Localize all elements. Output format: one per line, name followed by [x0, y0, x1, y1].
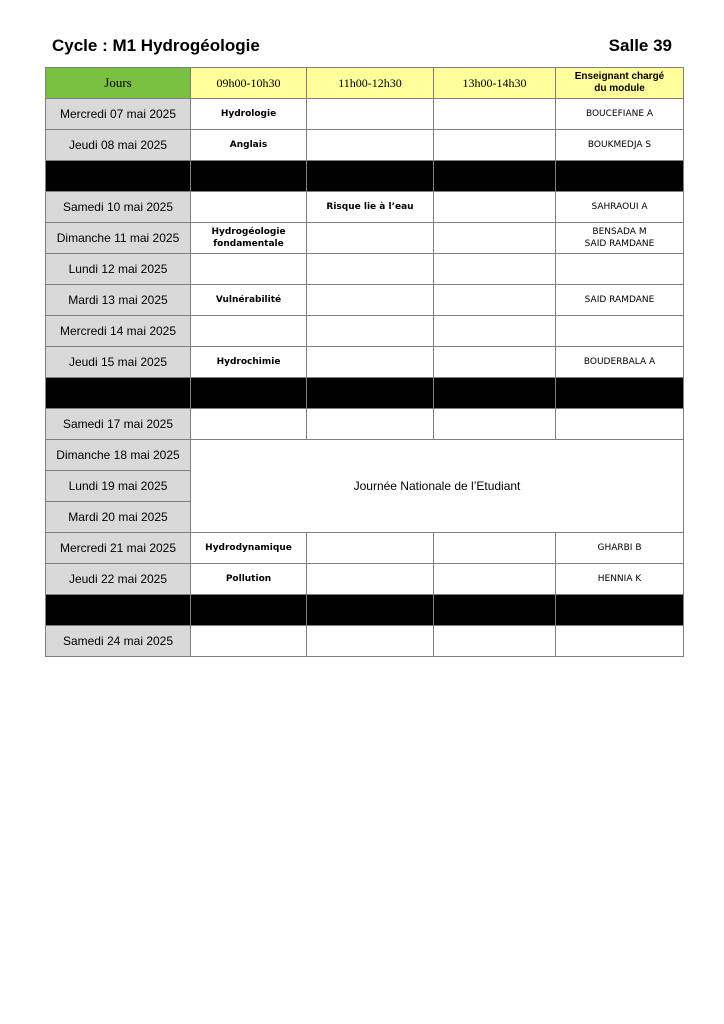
course-cell: Hydrologie: [191, 99, 307, 130]
teacher-header-line1: Enseignant chargé: [574, 71, 665, 82]
column-header-days: Jours: [46, 68, 191, 99]
separator-row: [46, 161, 684, 192]
day-cell: Mardi 20 mai 2025: [46, 502, 191, 533]
column-header-slot3: 13h00-14h30: [434, 68, 556, 99]
teacher-cell: HENNIA K: [556, 564, 684, 595]
teacher-cell: BOUCEFIANE A: [556, 99, 684, 130]
table-row: [46, 564, 684, 595]
room-label: Salle 39: [608, 36, 672, 55]
course-cell: [191, 192, 307, 223]
day-cell: Lundi 12 mai 2025: [46, 254, 191, 285]
course-cell: [191, 316, 307, 347]
separator-row: [46, 595, 684, 626]
course-cell: [307, 533, 434, 564]
day-cell: Dimanche 18 mai 2025: [46, 440, 191, 471]
day-cell: Lundi 19 mai 2025: [46, 471, 191, 502]
day-cell: Mardi 13 mai 2025: [46, 285, 191, 316]
table-row: [46, 192, 684, 223]
course-cell: [434, 564, 556, 595]
course-cell: [434, 409, 556, 440]
day-cell: Samedi 17 mai 2025: [46, 409, 191, 440]
table-row: [46, 130, 684, 161]
day-cell: Mercredi 21 mai 2025: [46, 533, 191, 564]
teacher-cell: SAHRAOUI A: [556, 192, 684, 223]
teacher-cell: [556, 316, 684, 347]
separator-cell: [434, 161, 556, 192]
table-row: [46, 99, 684, 130]
teacher-line2: SAID RAMDANE: [584, 239, 655, 249]
table-row: [46, 347, 684, 378]
separator-cell: [434, 378, 556, 409]
table-row: [46, 316, 684, 347]
separator-cell: [191, 161, 307, 192]
table-row: [46, 409, 684, 440]
teacher-cell: [556, 409, 684, 440]
header-row: [46, 68, 684, 99]
separator-cell: [46, 595, 191, 626]
separator-cell: [46, 378, 191, 409]
separator-cell: [307, 595, 434, 626]
course-cell: [307, 285, 434, 316]
day-cell: Mercredi 07 mai 2025: [46, 99, 191, 130]
course-cell: [434, 130, 556, 161]
course-line1: Hydrogéologie: [211, 227, 286, 237]
course-cell: [434, 223, 556, 254]
course-cell: [307, 223, 434, 254]
course-cell: Vulnérabilité: [191, 285, 307, 316]
teacher-line1: BENSADA M: [592, 227, 647, 237]
course-cell: [434, 192, 556, 223]
separator-cell: [191, 595, 307, 626]
table-row: [46, 440, 684, 471]
course-cell: Risque lie à l’eau: [307, 192, 434, 223]
course-cell: [434, 626, 556, 657]
course-line2: fondamentale: [213, 239, 284, 249]
holiday-cell: Journée Nationale de l’Etudiant: [191, 440, 684, 533]
separator-cell: [46, 161, 191, 192]
teacher-cell: [556, 254, 684, 285]
course-cell: [434, 99, 556, 130]
separator-cell: [556, 161, 684, 192]
separator-cell: [556, 378, 684, 409]
course-cell: [307, 99, 434, 130]
table-row: [46, 254, 684, 285]
separator-cell: [434, 595, 556, 626]
course-cell: [191, 254, 307, 285]
table-row: [46, 223, 684, 254]
course-cell: Anglais: [191, 130, 307, 161]
course-cell: [307, 564, 434, 595]
course-cell: [307, 347, 434, 378]
cycle-title: Cycle : M1 Hydrogéologie: [52, 36, 260, 55]
course-cell: [434, 347, 556, 378]
course-cell: [191, 223, 307, 254]
course-cell: [434, 316, 556, 347]
separator-cell: [191, 378, 307, 409]
day-cell: Jeudi 22 mai 2025: [46, 564, 191, 595]
teacher-cell: BOUDERBALA A: [556, 347, 684, 378]
course-cell: [307, 254, 434, 285]
teacher-cell: GHARBI B: [556, 533, 684, 564]
course-cell: [307, 409, 434, 440]
separator-cell: [307, 378, 434, 409]
course-cell: [191, 626, 307, 657]
table-row: [46, 626, 684, 657]
course-cell: [434, 254, 556, 285]
day-cell: Samedi 24 mai 2025: [46, 626, 191, 657]
separator-row: [46, 378, 684, 409]
course-cell: Pollution: [191, 564, 307, 595]
day-cell: Jeudi 08 mai 2025: [46, 130, 191, 161]
course-cell: [434, 285, 556, 316]
column-header-slot2: 11h00-12h30: [307, 68, 434, 99]
teacher-cell: SAID RAMDANE: [556, 285, 684, 316]
schedule-table: [45, 67, 684, 657]
course-cell: [307, 130, 434, 161]
course-cell: [307, 626, 434, 657]
teacher-cell: [556, 626, 684, 657]
day-cell: Jeudi 15 mai 2025: [46, 347, 191, 378]
teacher-header-line2: du module: [594, 83, 645, 94]
day-cell: Dimanche 11 mai 2025: [46, 223, 191, 254]
day-cell: Mercredi 14 mai 2025: [46, 316, 191, 347]
course-cell: Hydrochimie: [191, 347, 307, 378]
teacher-cell: [556, 223, 684, 254]
teacher-cell: BOUKMEDJA S: [556, 130, 684, 161]
page-header: [52, 36, 672, 58]
course-cell: Hydrodynamique: [191, 533, 307, 564]
course-cell: [434, 533, 556, 564]
table-row: [46, 285, 684, 316]
course-cell: [307, 316, 434, 347]
column-header-teacher: [556, 68, 684, 99]
day-cell: Samedi 10 mai 2025: [46, 192, 191, 223]
separator-cell: [556, 595, 684, 626]
table-row: [46, 533, 684, 564]
separator-cell: [307, 161, 434, 192]
course-cell: [191, 409, 307, 440]
column-header-slot1: 09h00-10h30: [191, 68, 307, 99]
